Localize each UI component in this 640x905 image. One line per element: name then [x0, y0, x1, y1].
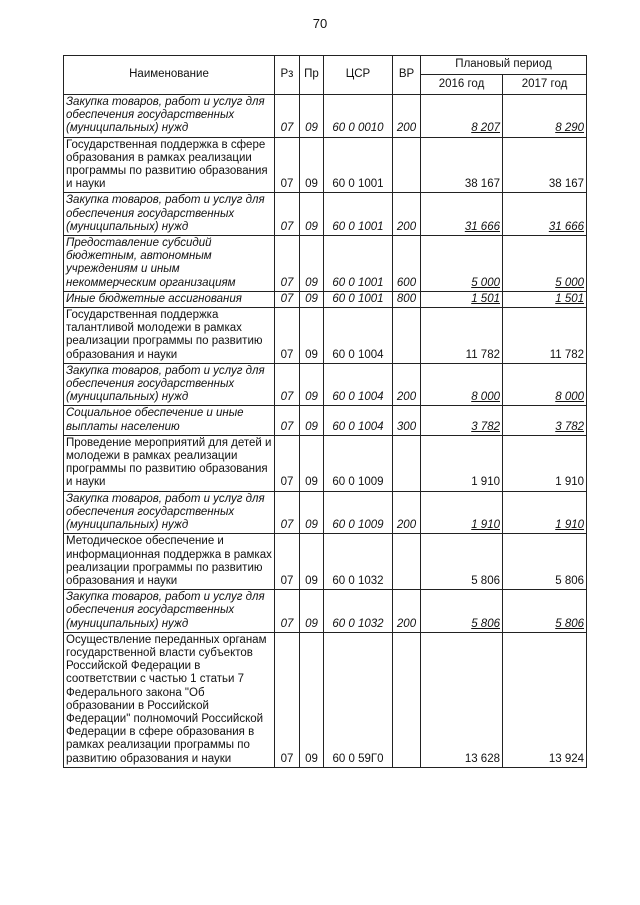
- row-rz: 07: [275, 137, 300, 193]
- row-csr: 60 0 1032: [324, 590, 393, 633]
- row-pr: 09: [300, 363, 324, 406]
- row-value-2016: 1 910: [421, 435, 503, 491]
- row-value-2016: 3 782: [421, 406, 503, 435]
- row-value-2017: 5 806: [503, 534, 587, 590]
- header-name: Наименование: [64, 56, 275, 95]
- row-pr: 09: [300, 308, 324, 364]
- row-pr: 09: [300, 435, 324, 491]
- row-name: Государственная поддержка в сфере образования в рамках реализации программы по развитию образования и науки: [64, 137, 275, 193]
- table-row: [64, 193, 587, 236]
- row-value-2016: 5 000: [421, 236, 503, 292]
- row-pr: 09: [300, 236, 324, 292]
- row-csr: 60 0 1032: [324, 534, 393, 590]
- row-csr: 60 0 1009: [324, 435, 393, 491]
- page-number: 70: [312, 16, 328, 31]
- row-value-2017: 3 782: [503, 406, 587, 435]
- budget-table: [63, 55, 587, 768]
- row-value-2017: 1 501: [503, 291, 587, 307]
- header-year-2017: 2017 год: [503, 75, 587, 95]
- header-rz: Рз: [275, 56, 300, 95]
- row-rz: 07: [275, 534, 300, 590]
- row-rz: 07: [275, 95, 300, 138]
- row-value-2017: 8 290: [503, 95, 587, 138]
- row-value-2016: 5 806: [421, 534, 503, 590]
- row-csr: 60 0 1004: [324, 406, 393, 435]
- row-vr: 800: [393, 291, 421, 307]
- row-csr: 60 0 1001: [324, 193, 393, 236]
- row-value-2017: 8 000: [503, 363, 587, 406]
- row-pr: 09: [300, 590, 324, 633]
- row-rz: 07: [275, 363, 300, 406]
- header-pr: Пр: [300, 56, 324, 95]
- table-row: [64, 363, 587, 406]
- row-name: Предоставление субсидий бюджетным, автономным учреждениям и иным некоммерческим организациям: [64, 236, 275, 292]
- table-row: [64, 435, 587, 491]
- table-row: [64, 406, 587, 435]
- row-rz: 07: [275, 308, 300, 364]
- table-row: [64, 590, 587, 633]
- row-pr: 09: [300, 491, 324, 534]
- row-pr: 09: [300, 137, 324, 193]
- table-row: [64, 534, 587, 590]
- row-pr: 09: [300, 534, 324, 590]
- row-value-2017: 1 910: [503, 491, 587, 534]
- row-value-2016: 11 782: [421, 308, 503, 364]
- row-rz: 07: [275, 193, 300, 236]
- row-pr: 09: [300, 291, 324, 307]
- row-vr: [393, 308, 421, 364]
- header-year-2016: 2016 год: [421, 75, 503, 95]
- row-value-2017: 38 167: [503, 137, 587, 193]
- row-value-2016: 38 167: [421, 137, 503, 193]
- row-pr: 09: [300, 95, 324, 138]
- table-row: [64, 632, 587, 767]
- row-rz: 07: [275, 291, 300, 307]
- table-row: [64, 308, 587, 364]
- row-value-2016: 1 501: [421, 291, 503, 307]
- row-vr: [393, 435, 421, 491]
- row-csr: 60 0 1004: [324, 308, 393, 364]
- row-rz: 07: [275, 632, 300, 767]
- row-pr: 09: [300, 632, 324, 767]
- table-header: [64, 56, 587, 95]
- header-planned-period: Плановый период: [421, 56, 587, 75]
- row-vr: [393, 632, 421, 767]
- row-value-2016: 8 000: [421, 363, 503, 406]
- row-pr: 09: [300, 193, 324, 236]
- row-value-2016: 13 628: [421, 632, 503, 767]
- table-row: [64, 95, 587, 138]
- table-row: [64, 236, 587, 292]
- row-vr: 200: [393, 491, 421, 534]
- row-value-2016: 1 910: [421, 491, 503, 534]
- row-csr: 60 0 1001: [324, 137, 393, 193]
- row-name: Закупка товаров, работ и услуг для обеспечения государственных (муниципальных) нужд: [64, 95, 275, 138]
- row-csr: 60 0 1009: [324, 491, 393, 534]
- row-value-2017: 13 924: [503, 632, 587, 767]
- row-name: Закупка товаров, работ и услуг для обеспечения государственных (муниципальных) нужд: [64, 193, 275, 236]
- row-value-2017: 5 806: [503, 590, 587, 633]
- row-vr: 200: [393, 193, 421, 236]
- row-csr: 60 0 1001: [324, 291, 393, 307]
- row-rz: 07: [275, 236, 300, 292]
- row-vr: [393, 534, 421, 590]
- row-name: Закупка товаров, работ и услуг для обеспечения государственных (муниципальных) нужд: [64, 363, 275, 406]
- row-csr: 60 0 1001: [324, 236, 393, 292]
- row-name: Иные бюджетные ассигнования: [64, 291, 275, 307]
- row-value-2016: 5 806: [421, 590, 503, 633]
- row-value-2017: 1 910: [503, 435, 587, 491]
- row-value-2016: 31 666: [421, 193, 503, 236]
- row-name: Закупка товаров, работ и услуг для обеспечения государственных (муниципальных) нужд: [64, 590, 275, 633]
- row-rz: 07: [275, 491, 300, 534]
- row-value-2017: 11 782: [503, 308, 587, 364]
- table-body: [64, 95, 587, 768]
- row-value-2016: 8 207: [421, 95, 503, 138]
- row-rz: 07: [275, 435, 300, 491]
- row-name: Государственная поддержка талантливой молодежи в рамках реализации программы по развитию образования и науки: [64, 308, 275, 364]
- row-value-2017: 5 000: [503, 236, 587, 292]
- row-name: Методическое обеспечение и информационная поддержка в рамках реализации программы по развитию образования и науки: [64, 534, 275, 590]
- row-vr: 200: [393, 590, 421, 633]
- header-vr: ВР: [393, 56, 421, 95]
- table-row: [64, 137, 587, 193]
- row-csr: 60 0 0010: [324, 95, 393, 138]
- table-row: [64, 491, 587, 534]
- row-name: Проведение мероприятий для детей и молодежи в рамках реализации программы по развитию образования и науки: [64, 435, 275, 491]
- row-vr: [393, 137, 421, 193]
- row-name: Социальное обеспечение и иные выплаты населению: [64, 406, 275, 435]
- row-csr: 60 0 59Г0: [324, 632, 393, 767]
- table-row: [64, 291, 587, 307]
- row-csr: 60 0 1004: [324, 363, 393, 406]
- row-rz: 07: [275, 406, 300, 435]
- row-pr: 09: [300, 406, 324, 435]
- row-rz: 07: [275, 590, 300, 633]
- row-value-2017: 31 666: [503, 193, 587, 236]
- row-name: Осуществление переданных органам государственной власти субъектов Российской Федерации в соответствии с частью 1 статьи 7 Федерального закона "Об образовании в Российской Федерации" полномочий Российской Федерации в сфере образования в рамках реализации программы по развитию образования и науки: [64, 632, 275, 767]
- row-vr: 200: [393, 363, 421, 406]
- row-name: Закупка товаров, работ и услуг для обеспечения государственных (муниципальных) нужд: [64, 491, 275, 534]
- row-vr: 300: [393, 406, 421, 435]
- row-vr: 600: [393, 236, 421, 292]
- header-csr: ЦСР: [324, 56, 393, 95]
- row-vr: 200: [393, 95, 421, 138]
